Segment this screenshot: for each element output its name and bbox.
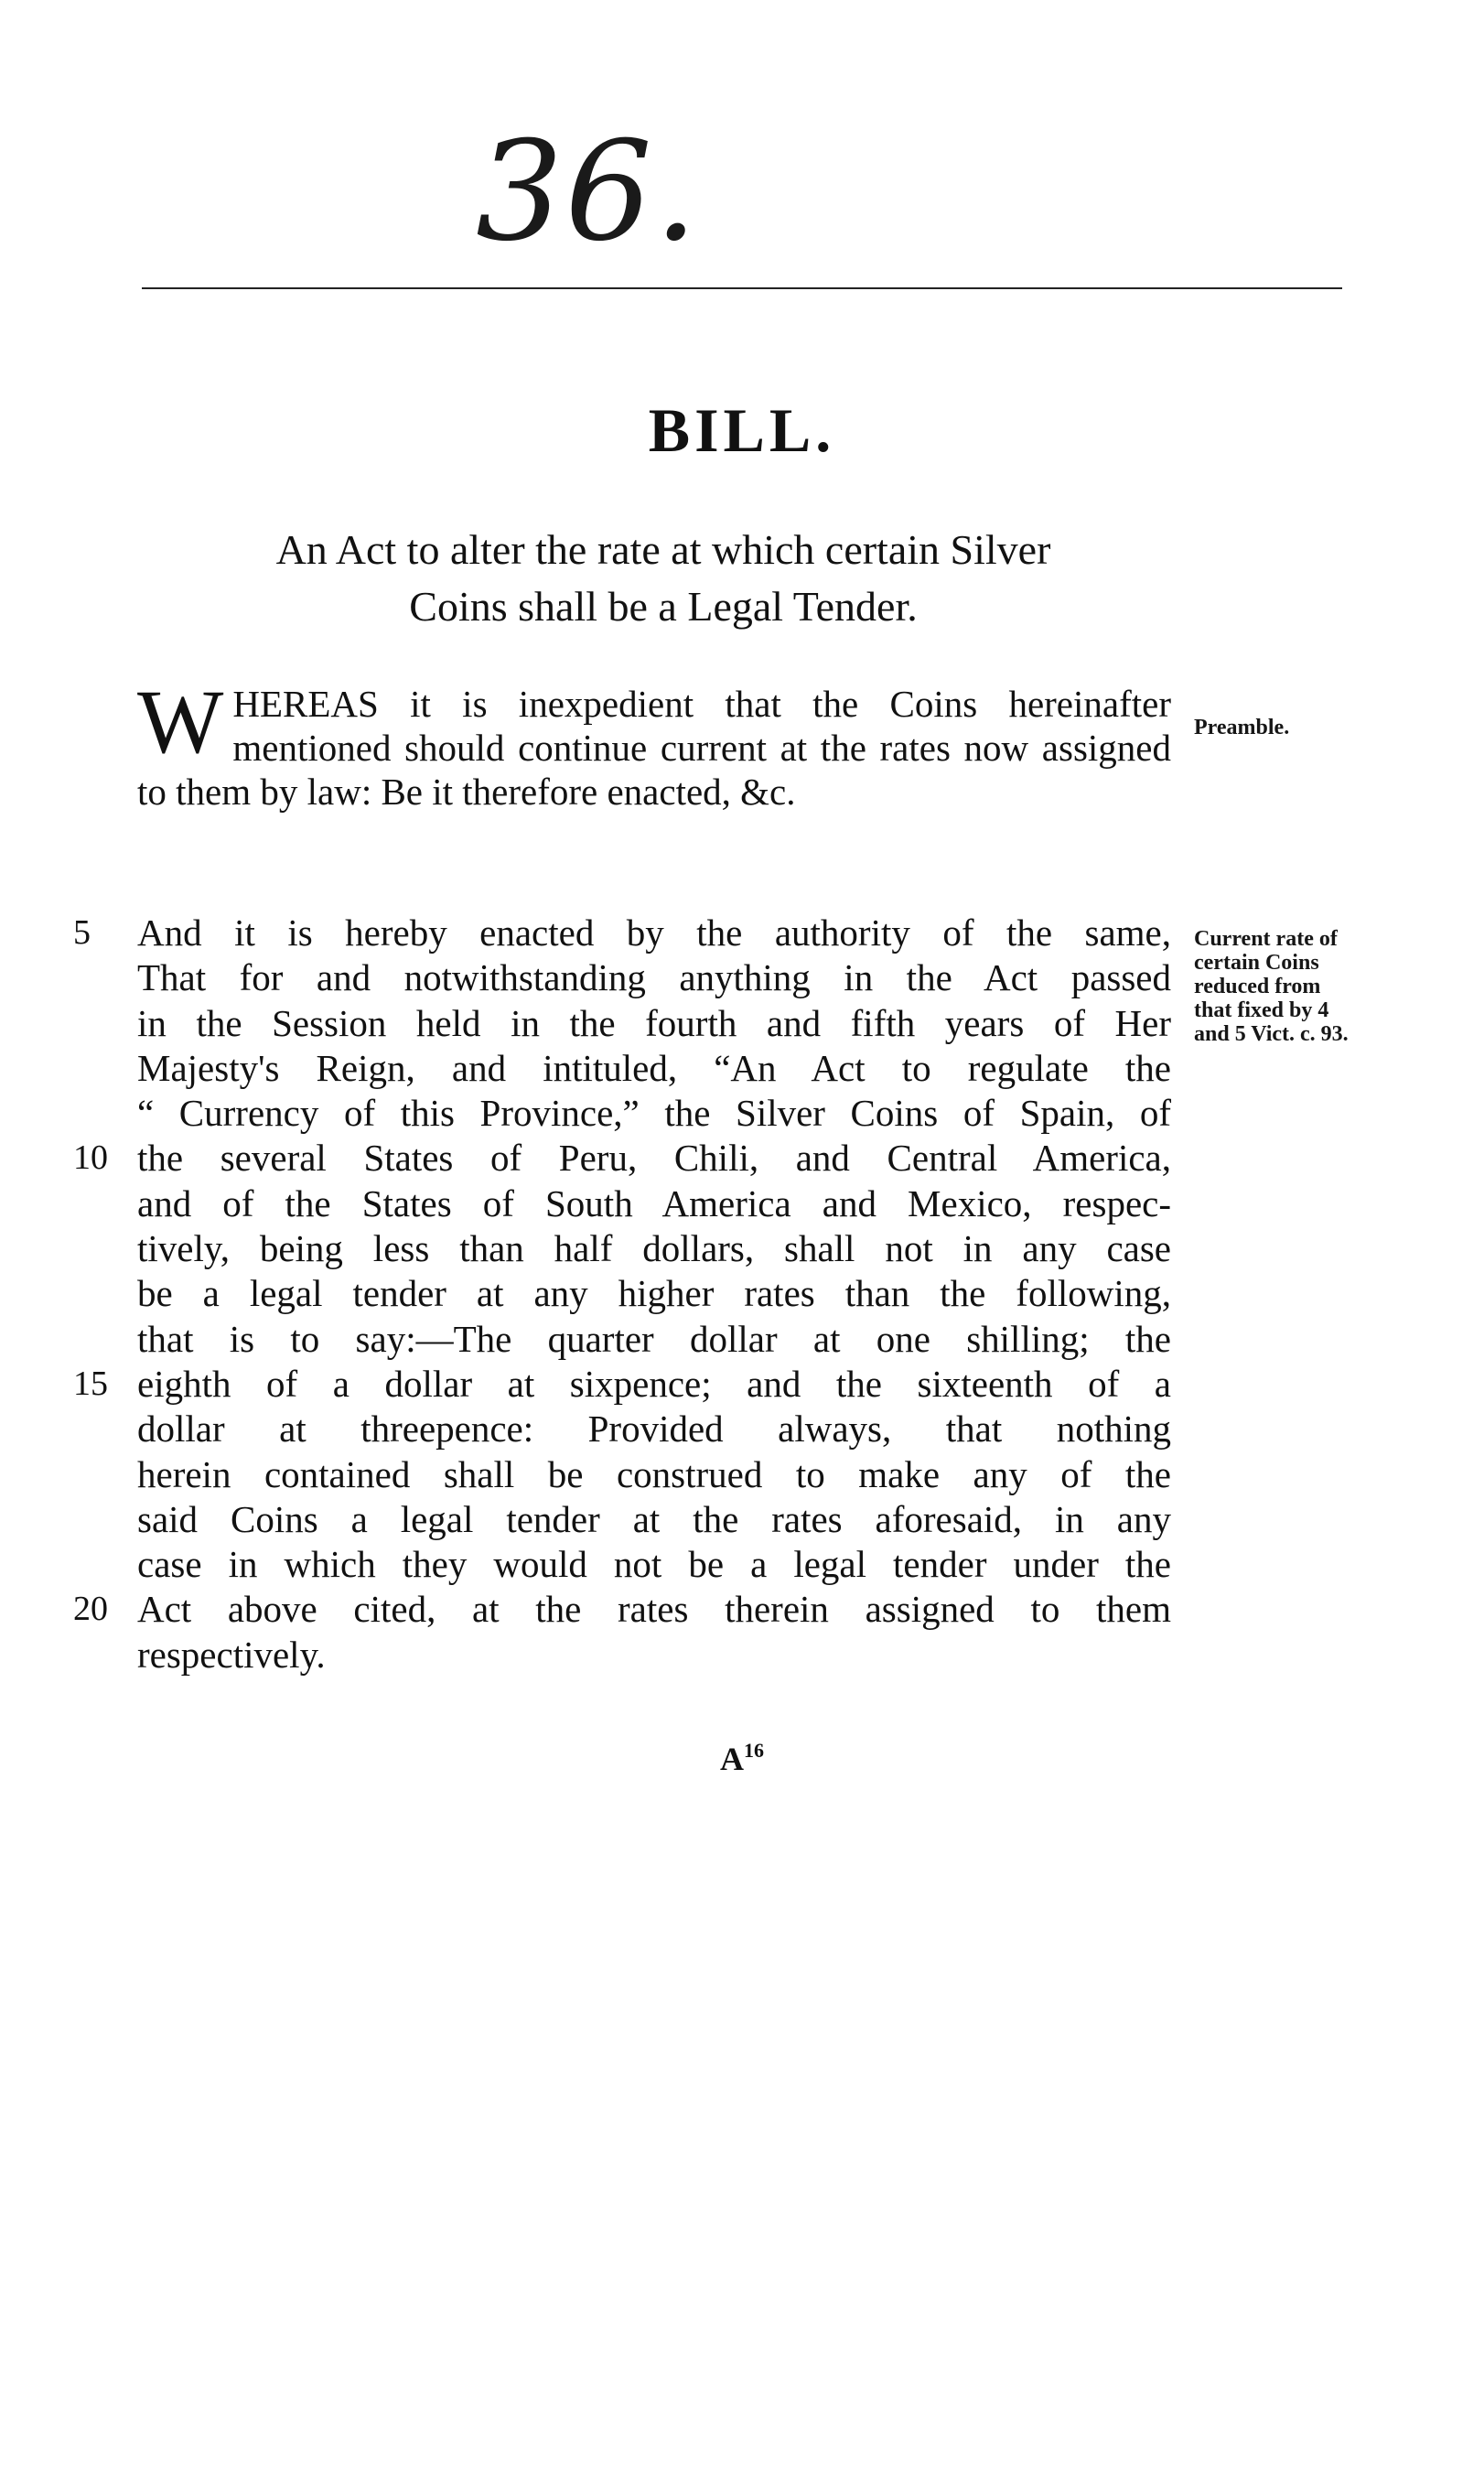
- section-line: [137, 1497, 1171, 1542]
- signature-letter: A: [720, 1741, 744, 1777]
- section-line: [137, 1271, 1171, 1316]
- line-text: herein contained shall be construed to make any of the: [137, 1452, 1171, 1495]
- line-text: respectively.: [137, 1633, 326, 1676]
- drop-cap: W: [137, 671, 224, 772]
- section-line: [137, 1452, 1171, 1497]
- line-text: the several States of Peru, Chili, and Central America,: [137, 1137, 1171, 1180]
- section-line: [137, 1407, 1171, 1451]
- line-text: “ Currency of this Province,” the Silver Coins of Spain, of: [137, 1092, 1171, 1135]
- section-line: [73, 1136, 1171, 1181]
- section-line: [137, 1633, 1171, 1677]
- signature-mark: [0, 1739, 1484, 1778]
- line-number: 15: [73, 1364, 108, 1403]
- line-text: be a legal tender at any higher rates than the following,: [137, 1272, 1171, 1315]
- margin-note-preamble: Preamble.: [1194, 716, 1290, 739]
- section-body: [73, 911, 1171, 1677]
- line-text: dollar at threepence: Provided always, that nothing: [137, 1408, 1171, 1451]
- preamble-text: HEREAS it is inexpedient that the Coins hereinafter mentioned should continue current at the rates now assigned to them by law: Be it therefore enacted, &c.: [137, 683, 1171, 813]
- line-number: 10: [73, 1138, 108, 1178]
- section-line: [137, 955, 1171, 1000]
- line-text: That for and notwithstanding anything in the Act passed: [137, 956, 1171, 999]
- section-line: [137, 1091, 1171, 1136]
- long-title-line-2: Coins shall be a Legal Tender.: [409, 583, 918, 630]
- line-number: 5: [73, 913, 91, 952]
- section-line: [73, 1362, 1171, 1407]
- line-number: 20: [73, 1590, 108, 1629]
- line-text: in the Session held in the fourth and fifth years of Her: [137, 1001, 1171, 1044]
- section-line: [73, 1587, 1171, 1632]
- line-text: that is to say:—The quarter dollar at one shilling; the: [137, 1317, 1171, 1360]
- section-line: [137, 1317, 1171, 1362]
- line-text: Majesty's Reign, and intituled, “An Act to regulate the: [137, 1046, 1171, 1089]
- margin-note-current-rate: Current rate of certain Coins reduced from that fixed by 4 and 5 Vict. c. 93.: [1194, 927, 1349, 1046]
- line-text: And it is hereby enacted by the authority of the same,: [137, 911, 1171, 954]
- section-line: [137, 1181, 1171, 1226]
- section-line: [73, 911, 1171, 955]
- section-line: [137, 1226, 1171, 1271]
- long-title: [137, 522, 1189, 635]
- section-line: [137, 1046, 1171, 1091]
- header-rule: [142, 287, 1342, 289]
- line-text: case in which they would not be a legal tender under the: [137, 1543, 1171, 1586]
- line-text: eighth of a dollar at sixpence; and the sixteenth of a: [137, 1362, 1171, 1405]
- long-title-line-1: An Act to alter the rate at which certain Silver: [275, 526, 1051, 573]
- line-text: tively, being less than half dollars, shall not in any case: [137, 1227, 1171, 1270]
- page-title: BILL.: [648, 395, 836, 465]
- section-line: [137, 1001, 1171, 1046]
- handwritten-folio-number: 36.: [476, 113, 700, 272]
- preamble-paragraph: [137, 671, 1171, 814]
- line-text: and of the States of South America and Mexico, respec-: [137, 1181, 1171, 1224]
- line-text: Act above cited, at the rates therein assigned to them: [137, 1588, 1171, 1631]
- section-line: [137, 1542, 1171, 1587]
- signature-number: 16: [744, 1739, 764, 1762]
- line-text: said Coins a legal tender at the rates aforesaid, in any: [137, 1497, 1171, 1540]
